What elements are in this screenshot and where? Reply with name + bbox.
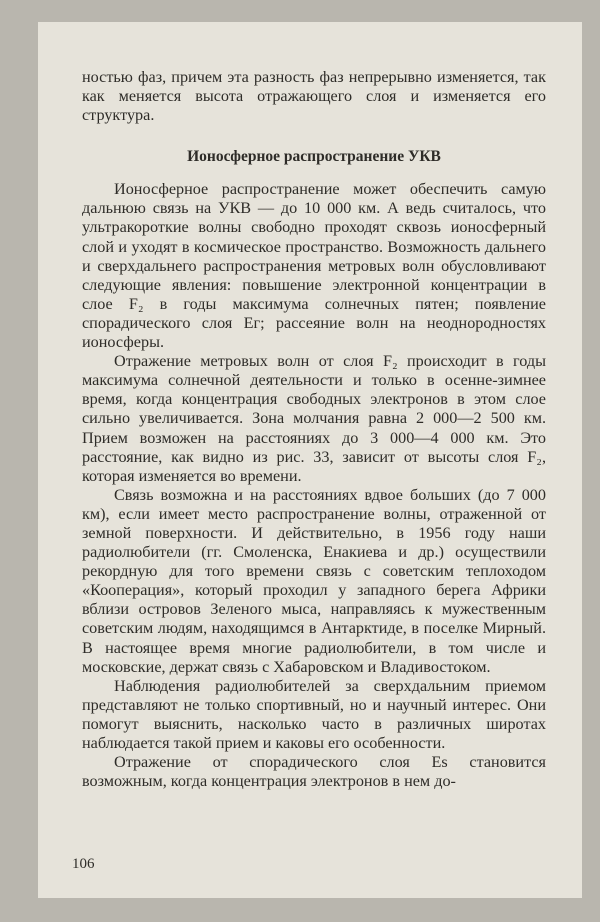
book-page xyxy=(38,22,582,898)
paragraph-1: Ионосферное распространение может обеспечить самую дальнюю связь на УКВ — до 10 000 км. А ведь считалось, что ультракороткие волны свободно проходят сквозь ионосферный слой и уходят в космическое пространство. Возможность дальнего и сверхдальнего распространения метровых волн обусловливают следующие явления: повышение электронной концентрации в слое F₂ в годы максимума солнечных пятен; появление спорадического слоя Eг; рассеяние волн на неоднородностях ионосферы. xyxy=(82,180,546,352)
paragraph-4: Наблюдения радиолюбителей за сверхдальним приемом представляют не только спортивный, но и научный интерес. Они помогут выяснить, насколько часто в различных широтах наблюдается такой прием и каковы его особенности. xyxy=(82,676,546,752)
page-number: 106 xyxy=(72,856,95,872)
paragraph-5: Отражение от спорадического слоя Es становится возможным, когда концентрация электронов в нем до- xyxy=(82,753,546,791)
paragraph-2: Отражение метровых волн от слоя F₂ происходит в годы максимума солнечной деятельности и только в осенне-зимнее время, когда концентрация свободных электронов в этом слое сильно увеличивается. Зона молчания равна 2 000—2 500 км. Прием возможен на расстояниях до 3 000—4 000 км. Это расстояние, как видно из рис. 33, зависит от высоты слоя F₂, которая изменяется во времени. xyxy=(82,352,546,485)
section-heading: Ионосферное распространение УКВ xyxy=(187,148,441,166)
paragraph-3: Связь возможна и на расстояниях вдвое больших (до 7 000 км), если имеет место распространение волны, отраженной от земной поверхности. И действительно, в 1956 году наши радиолюбители (гг. Смоленска, Енакиева и др.) осуществили рекордную для того времени связь с советским теплоходом «Кооперация», который проходил у западного берега Африки вблизи островов Зеленого мыса, направляясь к мужественным советским людям, находящимся в Антарктиде, в поселке Мирный. В настоящее время многие радиолюбители, в том числе и московские, держат связь с Хабаровском и Владивостоком. xyxy=(82,485,546,676)
page-text xyxy=(82,68,546,791)
intro-paragraph: ностью фаз, причем эта разность фаз непрерывно изменяется, так как меняется высота отражающего слоя и изменяется его структура. xyxy=(82,68,546,125)
